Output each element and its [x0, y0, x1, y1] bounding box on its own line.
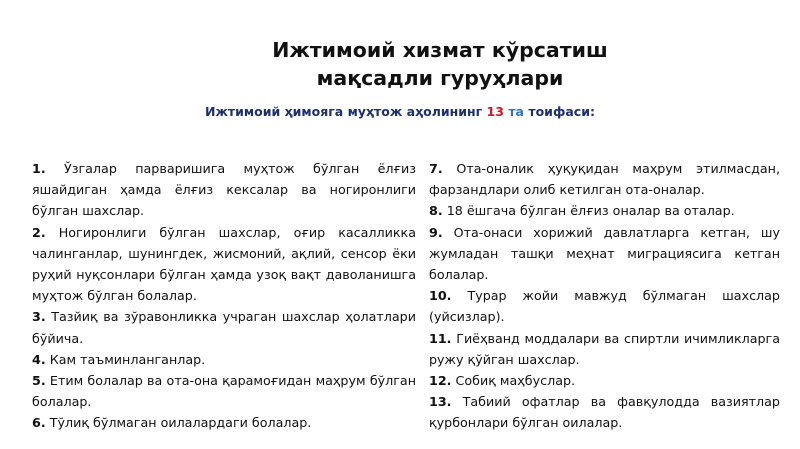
item-text: Тазйиқ ва зўравонликка учраган шахслар ҳолатлари бўйича. — [32, 309, 416, 346]
item-number: 11. — [429, 330, 452, 346]
list-item-1 — [32, 158, 416, 222]
item-number: 6. — [32, 415, 46, 431]
item-number: 13. — [429, 394, 452, 410]
list-item-13 — [429, 391, 780, 433]
slide-title — [200, 36, 680, 92]
slide-title-line-1: Ижтимоий хизмат кўрсатиш — [272, 38, 608, 62]
item-text: Кам таъминланганлар. — [49, 351, 206, 367]
list-item-8 — [429, 200, 780, 221]
item-text: Гиёҳванд моддалари ва спиртли ичимликларга ружу қўйган шахслар. — [429, 330, 780, 367]
list-item-12 — [429, 370, 780, 391]
item-number: 4. — [32, 351, 46, 367]
list-item-10 — [429, 285, 780, 327]
slide-title-line-2: мақсадли гуруҳлари — [316, 66, 564, 90]
item-text: Тўлиқ бўлмаган оилалардаги болалар. — [49, 415, 312, 431]
subtitle-number: 13 — [486, 104, 504, 119]
item-number: 2. — [32, 224, 46, 240]
subtitle-ta: та — [508, 104, 524, 119]
subtitle-text-after: тоифаси: — [524, 104, 595, 119]
item-text: Ногиронлиги бўлган шахслар, оғир касалликка чалинганлар, шунингдек, жисмоний, ақлий, сенсор ёки руҳий нуқсонлари бўлган ҳамда узоқ вақт даволанишга муҳтож бўлган болалар. — [32, 224, 416, 304]
item-number: 3. — [32, 309, 46, 325]
item-text: Табиий офатлар ва фавқулодда вазиятлар қурбонлари бўлган оилалар. — [429, 394, 780, 431]
item-number: 9. — [429, 224, 443, 240]
list-item-7 — [429, 158, 780, 200]
item-number: 10. — [429, 288, 452, 304]
item-number: 1. — [32, 161, 46, 176]
list-item-11 — [429, 328, 780, 370]
list-item-6 — [32, 412, 416, 433]
subtitle-text-before: Ижтимоий ҳимояга муҳтож аҳолининг — [205, 104, 487, 119]
list-item-4 — [32, 349, 416, 370]
item-text: Етим болалар ва ота-она қарамоғидан маҳрум бўлган болалар. — [32, 373, 416, 410]
item-text: 18 ёшгача бўлган ёлғиз оналар ва оталар. — [446, 203, 735, 219]
left-column — [32, 158, 416, 434]
list-item-3 — [32, 306, 416, 348]
item-text: Турар жойи мавжуд бўлмаган шахслар (уйсизлар). — [429, 288, 780, 325]
item-text: Ота-онаси хорижий давлатларга кетган, шу жумладан ташқи меҳнат миграциясига кетган болалар. — [429, 224, 780, 283]
item-number: 5. — [32, 373, 46, 389]
item-number: 12. — [429, 373, 452, 389]
right-column — [429, 158, 780, 434]
item-number: 8. — [429, 203, 443, 219]
list-item-9 — [429, 222, 780, 286]
item-text: Собиқ маҳбуслар. — [455, 373, 576, 389]
list-item-5 — [32, 370, 416, 412]
slide-subtitle — [0, 104, 800, 119]
item-text: Ўзгалар парваришига муҳтож бўлган ёлғиз яшайдиган ҳамда ёлғиз кексалар ва ногиронлиги бўлган шахслар. — [32, 161, 416, 219]
list-item-2 — [32, 222, 416, 307]
item-number: 7. — [429, 161, 443, 176]
item-text: Ота-оналик ҳуқуқидан маҳрум этилмасдан, фарзандлари олиб кетилган ота-оналар. — [429, 161, 780, 198]
